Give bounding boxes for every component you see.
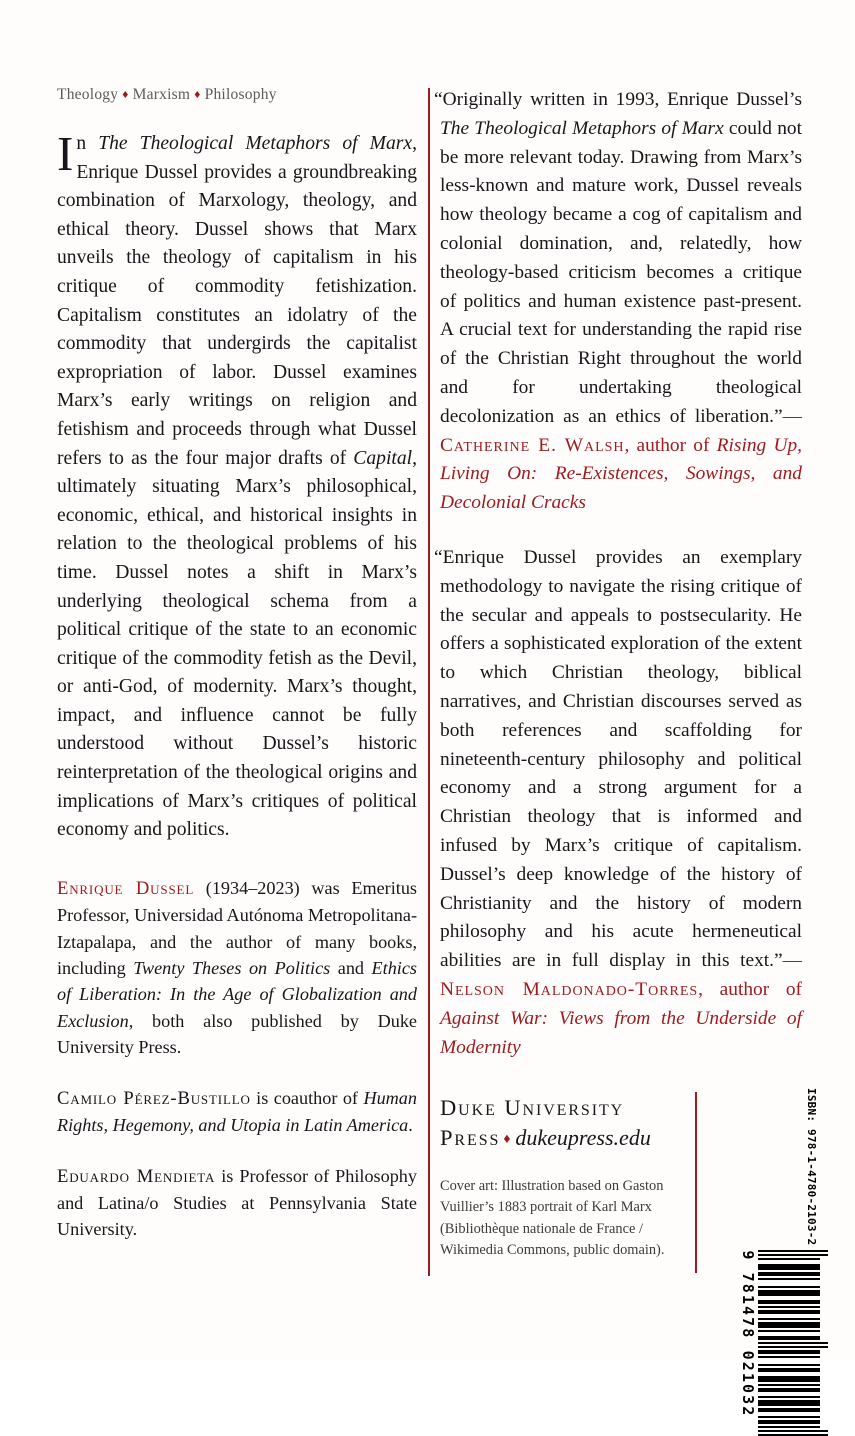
- right-column: [434, 86, 803, 1062]
- category-philosophy: Philosophy: [204, 86, 277, 103]
- bio-text-2: , both also published by Duke University Press.: [57, 1010, 417, 1058]
- attrib-name: Nelson Maldonado-Torres: [440, 978, 699, 1000]
- diamond-icon: ♦: [194, 86, 201, 101]
- cover-art-credit: Cover art: Illustration based on Gaston Vuillier’s 1883 portrait of Karl Marx (Bibliothèque nationale de France / Wikimedia Commons, public domain).: [440, 1178, 665, 1259]
- attrib-dash: —: [782, 405, 802, 427]
- description-capital-title: Capital: [353, 447, 413, 469]
- publisher-name-line2: [440, 1123, 690, 1155]
- description-part-2: , ultimately situating Marx’s philosophical, economic, ethical, and historical insights in relation to the theological problems of his time. Dussel notes a shift in Marx’s underlying theological schema from a political critique of the state to an economic critique of the commodity fetish as the Devil, or anti-God, of modernity. Marx’s thought, impact, and influence cannot be fully understood without Dussel’s historic reinterpretation of the theological origins and implications of Marx’s critiques of political economy and politics.: [57, 447, 417, 841]
- publisher-press-word: Press: [440, 1125, 501, 1150]
- bio-conjunction: and: [330, 958, 372, 979]
- diamond-icon: ♦: [503, 1132, 513, 1147]
- description-book-title: The Theological Metaphors of Marx: [98, 133, 413, 154]
- isbn-label: ISBN: 978-1-4780-2103-2: [805, 1088, 818, 1246]
- blurb-nelson-maldonado-torres: [434, 544, 803, 1062]
- blurb-quote-open: “Originally written in 1993, Enrique Dussel’s: [434, 89, 802, 110]
- bio-title-1: Human Rights, Hegemony, and Utopia in Latin America: [57, 1087, 417, 1136]
- bio-text-2: .: [408, 1115, 413, 1136]
- attrib-dash: —: [782, 950, 802, 972]
- bio-eduardo-mendieta: [57, 1163, 417, 1243]
- blurb-quote-open: “Enrique Dussel provides an exemplary methodology to navigate the rising critique of the secular and appeals to postsecularity. He offers a sophisticated exploration of the extent to which Christian theology, biblical narratives, and Christian discourses served as both references and scaffolding for nineteenth-century philosophy and political economy and a strong argument for a Christian theology that is informed and infused by Marx’s critique of capitalism. Dussel’s deep knowledge of the history of Christianity and the history of modern philosophy and his acute hermeneutical abilities are in full display in this text.”: [434, 546, 802, 972]
- bio-name: Camilo Pérez-Bustillo: [57, 1087, 251, 1109]
- drop-cap: I: [57, 126, 74, 181]
- attrib-mid: , author of: [624, 434, 717, 456]
- attrib-mid: , author of: [698, 978, 803, 1000]
- isbn-barcode: [712, 1088, 820, 1418]
- bio-title-2: Ethics of Liberation: In the Age of Globalization and Exclusion: [57, 958, 417, 1031]
- description-lead: n: [76, 133, 99, 154]
- blurb-quote-title: The Theological Metaphors of Marx: [440, 117, 724, 139]
- publisher-block: [440, 1093, 690, 1262]
- blurb-catherine-walsh: [434, 86, 802, 518]
- left-column: [57, 86, 417, 1243]
- bio-camilo-perez-bustillo: [57, 1085, 417, 1139]
- bio-text-1: (1934–2023) was Emeritus Professor, Universidad Autónoma Metropolitana-Iztapalapa, and the author of many books, including: [57, 877, 417, 979]
- vertical-red-rule-main: [428, 88, 430, 1276]
- publisher-name-line1: Duke University: [440, 1095, 625, 1120]
- bio-enrique-dussel: [57, 875, 417, 1061]
- publisher-url[interactable]: dukeupress.edu: [515, 1125, 651, 1150]
- diamond-icon: ♦: [122, 86, 129, 101]
- description-part-1: , Enrique Dussel provides a groundbreaking combination of Marxology, theology, and ethical theory. Dussel shows that Marx unveils the theology of capitalism in his critique of commodity fetishization. Capitalism constitutes an idolatry of the commodity that undergirds the capitalist expropriation of labor. Dussel examines Marx’s early writings on religion and fetishism and proceeds through what Dussel refers to as the four major drafts of: [57, 133, 417, 469]
- attrib-title: Rising Up, Living On: Re-Existences, Sowings, and Decolonial Cracks: [440, 434, 802, 514]
- barcode-graphic-column: [739, 1250, 820, 1436]
- barcode-bars: [758, 1250, 820, 1436]
- category-theology: Theology: [57, 86, 119, 103]
- barcode-rotated-group: [739, 1088, 820, 1418]
- category-marxism: Marxism: [132, 86, 191, 103]
- book-description: [57, 126, 417, 845]
- bio-name: Eduardo Mendieta: [57, 1165, 216, 1187]
- bio-text-1: is coauthor of: [250, 1087, 364, 1108]
- attrib-name: Catherine E. Walsh: [440, 434, 625, 456]
- attrib-title: Against War: Views from the Underside of Modernity: [440, 1007, 802, 1058]
- blurb-quote-rest: could not be more relevant today. Drawing from Marx’s less-known and mature work, Dussel reveals how theology became a cog of capitalism and colonial domination, and, relatedly, how theology-based criticism becomes a critique of politics and human existence past-present. A crucial text for understanding the rapid rise of the Christian Right throughout the world and for undertaking theological decolonization as an ethics of liberation.”: [440, 117, 802, 427]
- ean-digits: 9 781478 021032: [739, 1250, 757, 1418]
- bio-title-1: Twenty Theses on Politics: [133, 958, 331, 979]
- bio-name: Enrique Dussel: [57, 877, 195, 899]
- subject-categories: [57, 86, 417, 104]
- bio-text-1: is Professor of Philosophy and Latina/o Studies at Pennsylvania State University.: [57, 1165, 417, 1240]
- publisher-name: [440, 1093, 690, 1155]
- vertical-red-rule-barcode: [695, 1092, 697, 1273]
